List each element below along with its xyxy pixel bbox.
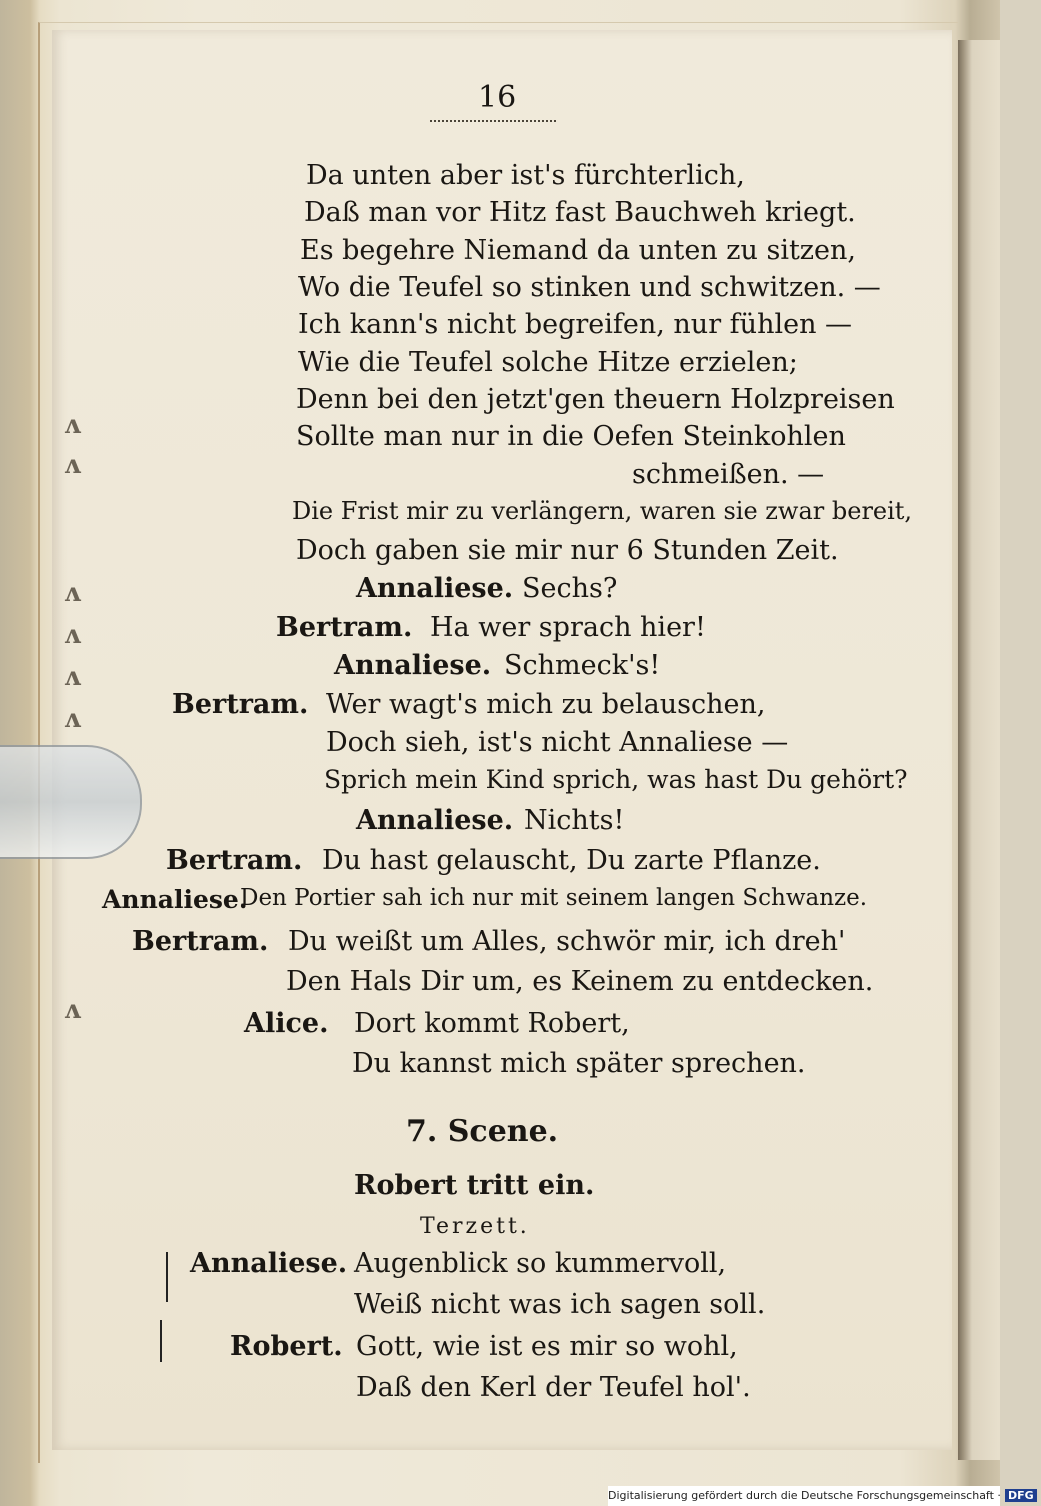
page-number: 16 (478, 80, 517, 115)
verse-line: Sollte man nur in die Oefen Steinkohlen (296, 421, 846, 452)
bleed-mark: ʌ (64, 995, 81, 1025)
speaker-name: Bertram. (132, 926, 269, 957)
speaker-name: Annaliese. (334, 650, 492, 681)
dialogue-line: Daß den Kerl der Teufel hol'. (356, 1372, 751, 1403)
dialogue-line: Dort kommt Robert, (354, 1008, 630, 1039)
dialogue-line: Du hast gelauscht, Du zarte Pflanze. (322, 845, 821, 876)
dialogue-line: Du kannst mich später sprechen. (352, 1048, 806, 1079)
bleed-mark: ʌ (64, 704, 81, 734)
bleed-mark: ʌ (64, 410, 81, 440)
bleed-mark: ʌ (64, 450, 81, 480)
verse-line: Da unten aber ist's fürchterlich, (306, 160, 745, 191)
next-page-edge (958, 40, 1000, 1460)
dialogue-line: Sprich mein Kind sprich, was hast Du gehört? (324, 765, 908, 794)
speaker-name: Bertram. (276, 612, 413, 643)
speaker-name: Annaliese. (356, 805, 514, 836)
dfg-logo-icon: DFG (1005, 1489, 1037, 1502)
bleed-mark: ʌ (64, 578, 81, 608)
verse-line: Denn bei den jetzt'gen theuern Holzpreisen (296, 384, 895, 415)
dialogue-line: Augenblick so kummervoll, (354, 1248, 727, 1279)
speaker-name: Annaliese. (190, 1248, 348, 1279)
dialogue-line: Du weißt um Alles, schwör mir, ich dreh' (288, 926, 846, 957)
verse-line: schmeißen. — (632, 459, 825, 490)
verse-line: Doch gaben sie mir nur 6 Stunden Zeit. (296, 535, 839, 566)
dialogue-line: Schmeck's! (504, 650, 661, 681)
speaker-name: Annaliese. (102, 885, 248, 914)
digitization-footer: Digitalisierung gefördert durch die Deutsche Forschungsgemeinschaft · DFG (608, 1486, 1000, 1506)
dialogue-line: Wer wagt's mich zu belauschen, (326, 689, 766, 720)
speaker-name: Bertram. (166, 845, 303, 876)
verse-line: Daß man vor Hitz fast Bauchweh kriegt. (304, 197, 856, 228)
speaker-name: Annaliese. (356, 573, 514, 604)
dialogue-line: Sechs? (522, 573, 618, 604)
page-number-rule (430, 120, 556, 122)
verse-line: Es begehre Niemand da unten zu sitzen, (300, 235, 856, 266)
verse-line: Ich kann's nicht begreifen, nur fühlen — (298, 309, 853, 340)
speaker-name: Alice. (244, 1008, 329, 1039)
scene-subtitle: Terzett. (420, 1214, 530, 1239)
brace-mark (160, 1320, 162, 1362)
footer-text: Digitalisierung gefördert durch die Deutsche Forschungsgemeinschaft (608, 1489, 994, 1502)
scene-title: 7. Scene. (406, 1114, 559, 1149)
scanner-clamp (0, 745, 142, 859)
bleed-mark: ʌ (64, 620, 81, 650)
dialogue-line: Den Portier sah ich nur mit seinem langen Schwanze. (240, 885, 868, 911)
dialogue-line: Gott, wie ist es mir so wohl, (356, 1331, 738, 1362)
dialogue-line: Weiß nicht was ich sagen soll. (354, 1289, 766, 1320)
speaker-name: Robert. (230, 1331, 343, 1362)
dialogue-line: Doch sieh, ist's nicht Annaliese — (326, 727, 789, 758)
verse-line: Wie die Teufel solche Hitze erzielen; (298, 347, 798, 378)
verse-line: Die Frist mir zu verlängern, waren sie zwar bereit, (292, 497, 913, 525)
dialogue-line: Den Hals Dir um, es Keinem zu entdecken. (286, 966, 874, 997)
stage-direction: Robert tritt ein. (354, 1170, 595, 1201)
dialogue-line: Nichts! (524, 805, 625, 836)
speaker-name: Bertram. (172, 689, 309, 720)
dialogue-line: Ha wer sprach hier! (430, 612, 706, 643)
brace-mark (166, 1252, 168, 1302)
bleed-mark: ʌ (64, 662, 81, 692)
verse-line: Wo die Teufel so stinken und schwitzen. — (298, 272, 881, 303)
